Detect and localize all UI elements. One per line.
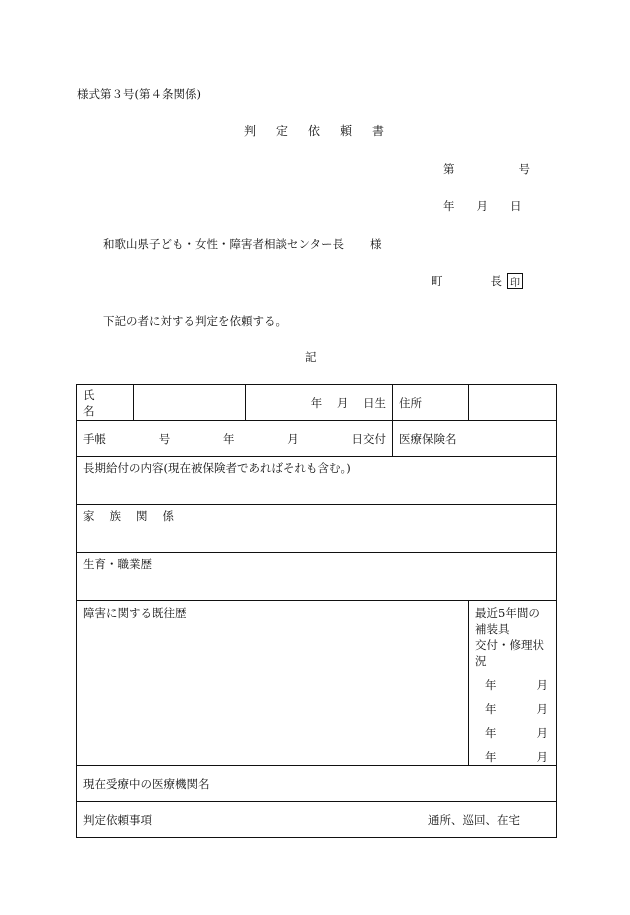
insurance-label: 医療保険名 bbox=[399, 431, 457, 446]
career-label: 生育・職業歴 bbox=[83, 557, 152, 571]
row-current-medical bbox=[77, 766, 557, 802]
row-handbook bbox=[77, 421, 557, 457]
sender bbox=[431, 273, 523, 289]
insurance-field[interactable] bbox=[393, 421, 557, 457]
document-number-line bbox=[443, 161, 530, 177]
name-label: 氏名 bbox=[83, 387, 111, 418]
doc-number-go: 号 bbox=[518, 162, 530, 176]
long-term-benefit-label: 長期給付の内容(現在被保険者であればそれも含む。) bbox=[83, 461, 351, 475]
handbook-field[interactable] bbox=[77, 421, 393, 457]
name-field[interactable] bbox=[134, 385, 246, 421]
row-long-term-benefit bbox=[77, 457, 557, 505]
request-items-label: 判定依頼事項 bbox=[83, 812, 152, 827]
addressee bbox=[103, 236, 382, 252]
sender-town: 町 bbox=[431, 274, 443, 288]
equipment-row bbox=[475, 725, 548, 741]
history-field[interactable] bbox=[77, 601, 469, 766]
handbook-month: 月 bbox=[287, 431, 299, 446]
date-year: 年 bbox=[443, 199, 455, 213]
doc-number-dai: 第 bbox=[443, 162, 455, 176]
equipment-row bbox=[475, 749, 548, 765]
date-line bbox=[443, 198, 522, 214]
address-label: 住所 bbox=[399, 395, 422, 410]
seal-mark: 印 bbox=[507, 273, 523, 289]
address-label-cell bbox=[393, 385, 469, 421]
equipment-row bbox=[475, 701, 548, 717]
name-label-cell bbox=[77, 385, 134, 421]
form-number: 様式第３号(第４条関係) bbox=[77, 87, 201, 101]
equipment-row bbox=[475, 677, 548, 693]
date-day: 日 bbox=[510, 199, 522, 213]
addressee-honorific: 様 bbox=[370, 237, 382, 251]
request-text: 下記の者に対する判定を依頼する。 bbox=[103, 314, 287, 328]
row-family bbox=[77, 505, 557, 553]
document-title: 判定依頼書 bbox=[244, 124, 405, 138]
row-career bbox=[77, 553, 557, 601]
handbook-issued: 日交付 bbox=[351, 431, 386, 446]
birth-day: 日生 bbox=[363, 395, 386, 410]
request-items-field[interactable] bbox=[77, 802, 557, 838]
family-label: 家族関係 bbox=[83, 509, 189, 523]
career-field[interactable] bbox=[77, 553, 557, 601]
equipment-month: 月 bbox=[536, 702, 548, 716]
request-options: 通所、巡回、在宅 bbox=[428, 812, 520, 827]
equipment-month: 月 bbox=[536, 750, 548, 764]
handbook-year: 年 bbox=[223, 431, 235, 446]
equipment-year: 年 bbox=[485, 678, 497, 692]
birth-month: 月 bbox=[336, 395, 349, 410]
ki-heading: 記 bbox=[305, 350, 317, 364]
equipment-title-1: 最近5年間の補装具 bbox=[475, 606, 540, 636]
address-field[interactable] bbox=[469, 385, 557, 421]
row-request-items bbox=[77, 802, 557, 838]
current-medical-field[interactable] bbox=[77, 766, 557, 802]
handbook-go: 号 bbox=[158, 431, 171, 446]
row-history bbox=[77, 601, 557, 766]
date-month: 月 bbox=[476, 199, 488, 213]
birth-year: 年 bbox=[310, 395, 323, 410]
current-medical-label: 現在受療中の医療機関名 bbox=[83, 776, 210, 791]
equipment-month: 月 bbox=[536, 726, 548, 740]
equipment-year: 年 bbox=[485, 702, 497, 716]
equipment-field[interactable] bbox=[469, 601, 557, 766]
history-label: 障害に関する既往歴 bbox=[83, 606, 187, 620]
equipment-year: 年 bbox=[485, 750, 497, 764]
equipment-month: 月 bbox=[536, 678, 548, 692]
family-field[interactable] bbox=[77, 505, 557, 553]
handbook-label: 手帳 bbox=[83, 431, 106, 446]
long-term-benefit-field[interactable] bbox=[77, 457, 557, 505]
birthdate-field[interactable] bbox=[246, 385, 393, 421]
equipment-title-2: 交付・修理状況 bbox=[475, 638, 544, 668]
equipment-year: 年 bbox=[485, 726, 497, 740]
row-name bbox=[77, 385, 557, 421]
request-form-table bbox=[76, 384, 557, 838]
addressee-name: 和歌山県子ども・女性・障害者相談センター長 bbox=[103, 237, 345, 251]
sender-chief: 長 bbox=[490, 274, 502, 288]
